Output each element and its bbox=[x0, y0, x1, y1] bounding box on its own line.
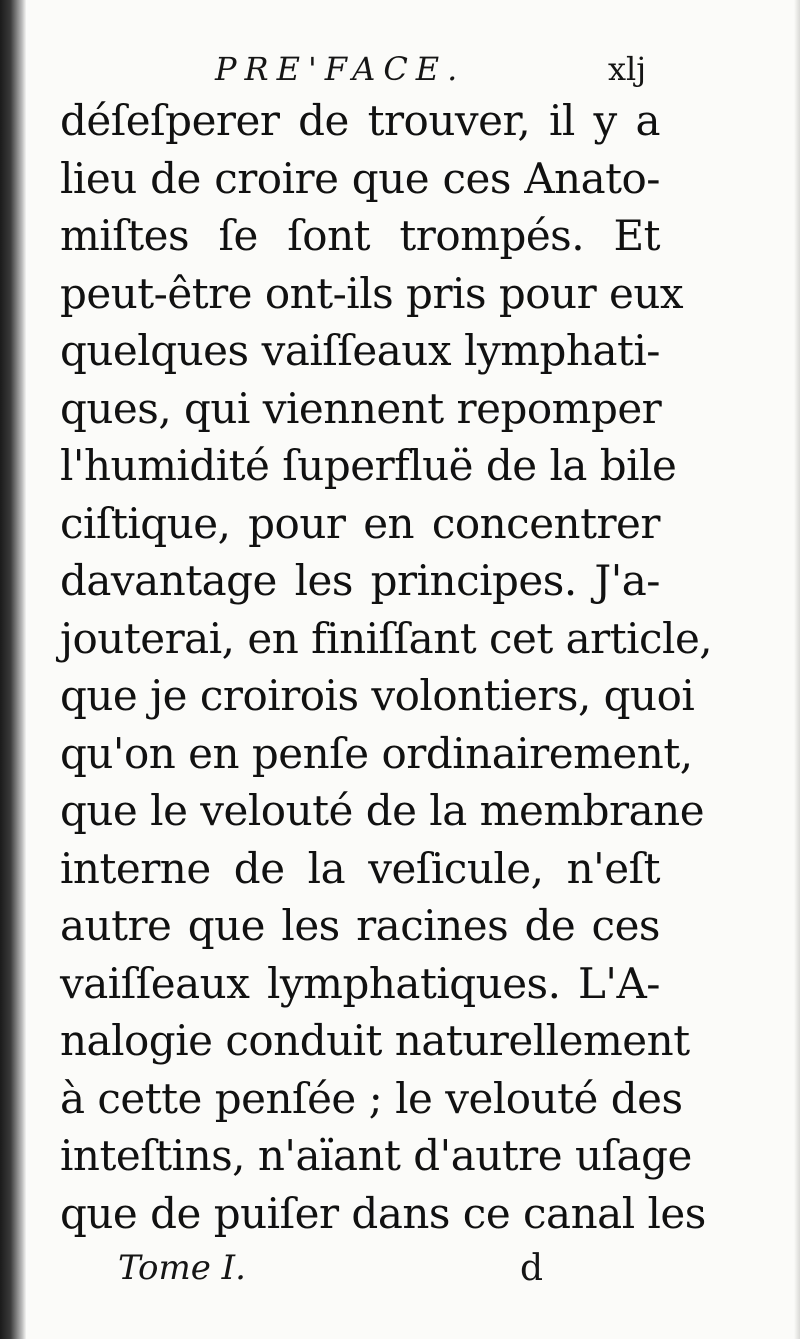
page-header bbox=[60, 44, 660, 96]
binding-gutter bbox=[0, 0, 26, 1339]
text-line: autre que les racines de ces bbox=[60, 901, 660, 950]
page-number: xlj bbox=[608, 50, 647, 88]
text-line: vaiſſeaux lymphatiques. L'A- bbox=[60, 958, 660, 1008]
volume-label: Tome I. bbox=[118, 1248, 246, 1288]
text-line: davantage les principes. J'a- bbox=[60, 556, 660, 605]
text-line: déſeſperer de trouver, il y a bbox=[60, 96, 660, 145]
body-text bbox=[60, 92, 713, 1242]
text-line: peut-être ont-ils pris pour eux bbox=[60, 268, 684, 318]
text-line: miſtes ſe ſont trompés. Et bbox=[60, 211, 660, 260]
page-edge bbox=[794, 0, 800, 1339]
running-title: PRE'FACE. bbox=[215, 50, 466, 88]
signature-mark: d bbox=[520, 1248, 544, 1289]
text-line: inteſtins, n'aïant d'autre uſage bbox=[60, 1131, 692, 1180]
text-line: interne de la veſicule, n'eſt bbox=[60, 843, 660, 893]
text-line: que de puiſer dans ce canal les bbox=[60, 1188, 706, 1238]
text-line: l'humidité ſuperfluë de la bile bbox=[60, 441, 677, 490]
text-line: quelques vaiſſeaux lymphati- bbox=[60, 326, 660, 375]
text-line: ciſtique, pour en concentrer bbox=[60, 498, 660, 548]
page-footer bbox=[60, 1248, 660, 1298]
text-line: lieu de croire que ces Anato- bbox=[60, 153, 660, 203]
text-line: à cette penſée ; le velouté des bbox=[60, 1073, 683, 1123]
text-line: jouterai, en finiſſant cet article, bbox=[60, 613, 713, 663]
text-line: ques, qui viennent repomper bbox=[60, 383, 662, 433]
text-line: que je croirois volontiers, quoi bbox=[60, 671, 695, 720]
text-line: que le velouté de la membrane bbox=[60, 786, 705, 835]
text-line: nalogie conduit naturellement bbox=[60, 1016, 690, 1065]
text-line: qu'on en penſe ordinairement, bbox=[60, 728, 693, 778]
